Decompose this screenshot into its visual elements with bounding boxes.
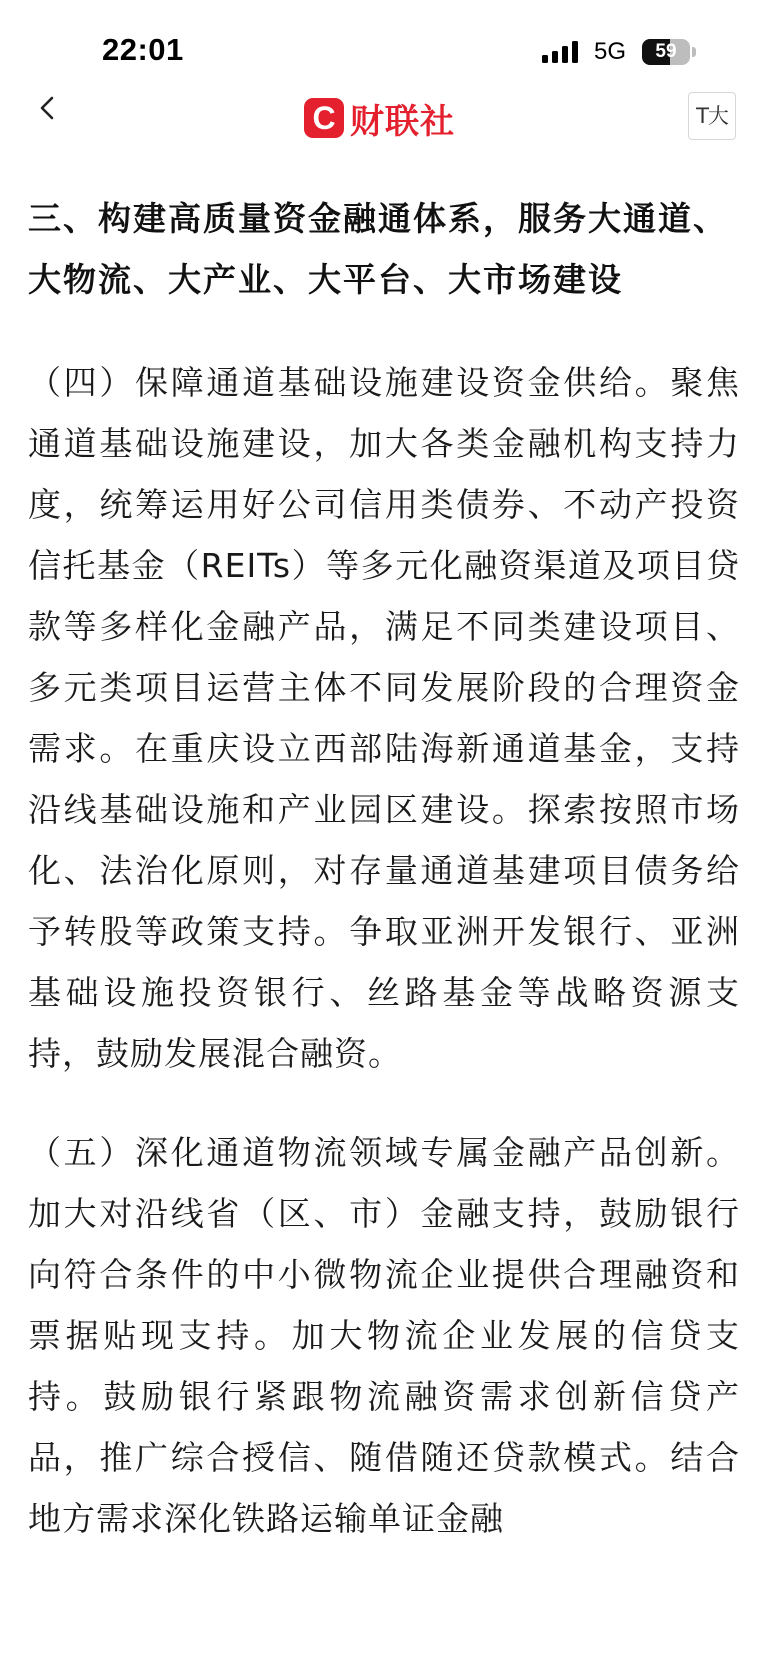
battery-icon — [642, 39, 696, 65]
status-bar — [0, 0, 768, 92]
article-paragraph: （四）保障通道基础设施建设资金供给。聚焦通道基础设施建设，加大各类金融机构支持力度，统筹运用好公司信用类债券、不动产投资信托基金（REITs）等多元化融资渠道及项目贷款等多样化金融产品，满足不同类建设项目、多元类项目运营主体不同发展阶段的合理资金需求。在重庆设立西部陆海新通道基金，支持沿线基础设施和产业园区建设。探索按照市场化、法治化原则，对存量通道基建项目债务给予转股等政策支持。争取亚洲开发银行、亚洲基础设施投资银行、丝路基金等战略资源支持，鼓励发展混合融资。 — [28, 363, 740, 1073]
nav-bar — [0, 92, 768, 172]
status-time: 22:01 — [102, 32, 184, 67]
cellular-signal-icon — [542, 41, 582, 63]
battery-cap — [692, 47, 696, 57]
article-body — [28, 188, 740, 1549]
brand-logo-mark — [304, 98, 344, 138]
brand-name: 财联社 — [350, 101, 455, 142]
article-paragraph: （五）深化通道物流领域专属金融产品创新。加大对沿线省（区、市）金融支持，鼓励银行向符合条件的中小微物流企业提供合理融资和票据贴现支持。加大物流企业发展的信贷支持。鼓励银行紧跟物流融资需求创新信贷产品，推广综合授信、随借随还贷款模式。结合地方需求深化铁路运输单证金融 — [28, 1133, 740, 1538]
battery-level: 59 — [655, 41, 677, 62]
brand-logo — [304, 96, 455, 140]
brand-logo-letter: C — [312, 100, 336, 136]
font-size-button[interactable]: T大 — [688, 92, 736, 140]
section-heading: 三、构建高质量资金融通体系，服务大通道、大物流、大产业、大平台、大市场建设 — [28, 199, 728, 299]
chevron-left-icon — [28, 92, 72, 136]
network-type-label: 5G — [594, 38, 627, 65]
back-button[interactable] — [28, 92, 72, 136]
